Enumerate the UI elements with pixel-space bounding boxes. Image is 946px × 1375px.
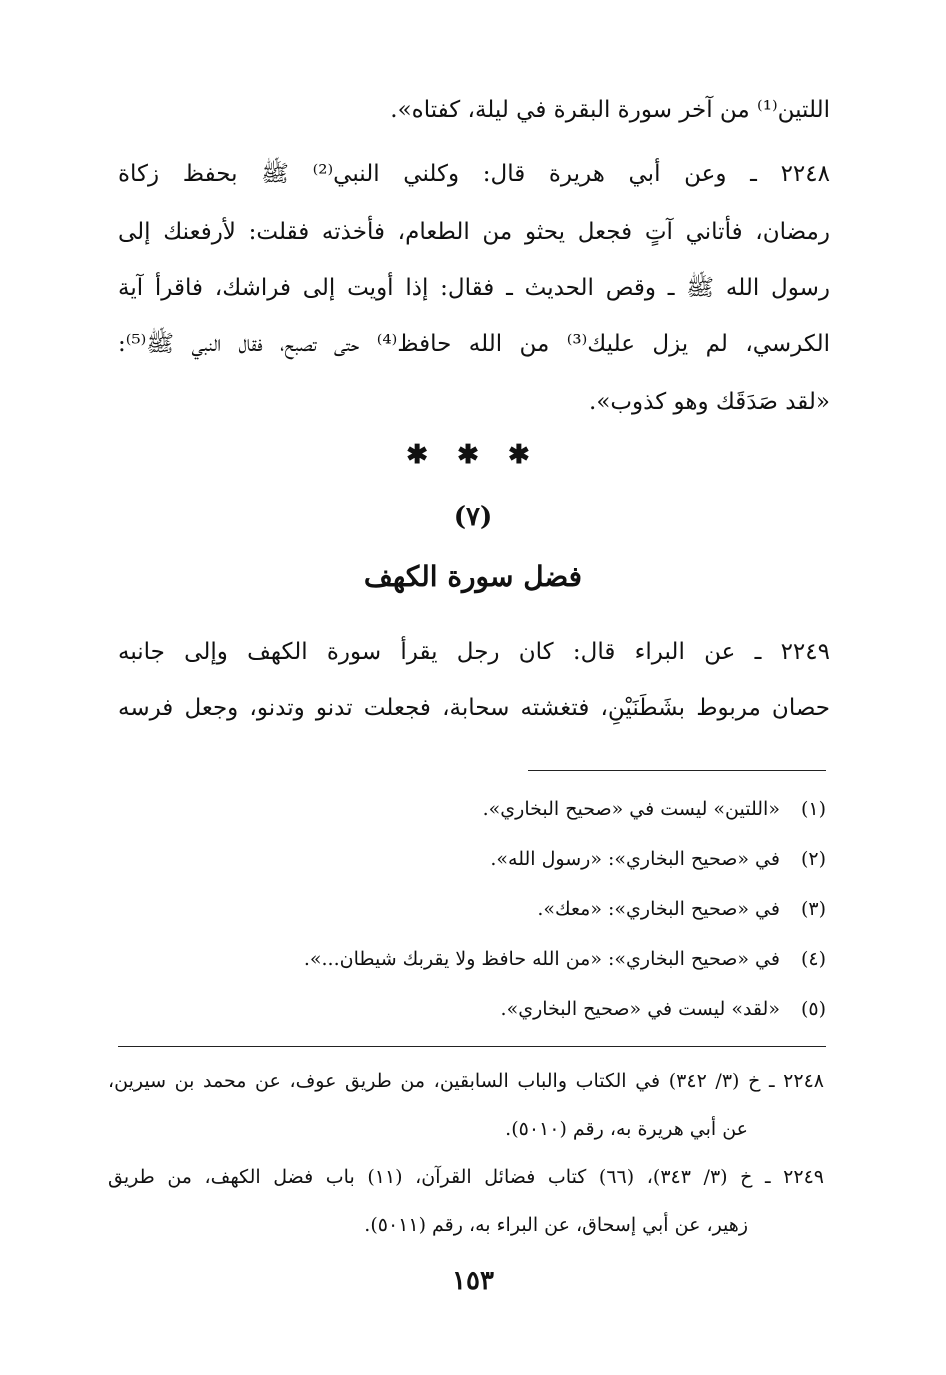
- footnote-text: في «صحيح البخاري»: «معك».: [537, 898, 780, 920]
- page-number: ١٥٣: [452, 1266, 494, 1296]
- hadith-2249-line-1: ٢٢٤٩ ـ عن البراء قال: كان رجل يقرأ سورة الكهف وإلى جانبه: [118, 639, 830, 665]
- chapter-title: فضل سورة الكهف: [363, 560, 583, 593]
- chapter-number: (٧): [453, 502, 493, 532]
- footnote-text: في «صحيح البخاري»: «من الله حافظ ولا يقربك شيطان...».: [303, 948, 780, 970]
- section-separator: ✱ ✱ ✱: [406, 440, 540, 470]
- hadith-2248-line-2: رمضان، فأتاني آتٍ فجعل يحثو من الطعام، فأخذته فقلت: لأرفعنك إلى: [118, 219, 830, 245]
- source-2248-line-2: عن أبي هريرة به، رقم (٥٠١٠).: [505, 1118, 748, 1140]
- footnote-3: [130, 894, 826, 924]
- hadith-2249-line-2: حصان مربوط بشَطَنَيْنِ، فتغشته سحابة، فجعلت تدنو وتدنو، وجعل فرسه: [118, 695, 830, 721]
- footnote-text: في «صحيح البخاري»: «رسول الله».: [490, 848, 780, 870]
- footnote-number: (٥): [800, 998, 826, 1020]
- hadith-2248-line-4: الكرسي، لم يزل عليك⁽³⁾ من الله حافظ⁽⁴⁾ حتى تصبح، فقال النبي ﷺ⁽⁵⁾:: [118, 331, 830, 357]
- footnote-5: [130, 994, 826, 1024]
- source-2248-line-1: ٢٢٤٨ ـ خ (٣/ ٣٤٢) في الكتاب والباب السابقين، من طريق عوف، عن محمد بن سيرين،: [108, 1070, 824, 1092]
- hadith-2248-line-5: «لقد صَدَقَك وهو كذوب».: [589, 389, 830, 415]
- source-2249-line-1: ٢٢٤٩ ـ خ (٣/ ٣٤٣)، (٦٦) كتاب فضائل القرآن، (١١) باب فضل الكهف، من طريق: [108, 1166, 824, 1188]
- footnote-divider: [528, 770, 826, 771]
- footnote-number: (٢): [800, 848, 826, 870]
- footnote-1: [130, 794, 826, 824]
- hadith-2248-line-1: ٢٢٤٨ ـ وعن أبي هريرة قال: وكلني النبي⁽²⁾ ﷺ بحفظ زكاة: [118, 161, 830, 187]
- footnote-number: (١): [800, 798, 826, 820]
- footnote-text: «اللتين» ليست في «صحيح البخاري».: [482, 798, 780, 820]
- footnote-4: [130, 944, 826, 974]
- hadith-2247-ending: اللتين⁽¹⁾ من آخر سورة البقرة في ليلة، كفتاه».: [390, 97, 830, 123]
- sources-divider: [118, 1046, 826, 1047]
- footnote-number: (٤): [800, 948, 826, 970]
- source-2249-line-2: زهير، عن أبي إسحاق، عن البراء به، رقم (٥٠١١).: [364, 1214, 748, 1236]
- footnote-text: «لقد» ليست في «صحيح البخاري».: [500, 998, 780, 1020]
- hadith-2248-line-3: رسول الله ﷺ ـ وقص الحديث ـ فقال: إذا أويت إلى فراشك، فاقرأ آية: [118, 275, 830, 301]
- footnote-2: [130, 844, 826, 874]
- footnote-number: (٣): [800, 898, 826, 920]
